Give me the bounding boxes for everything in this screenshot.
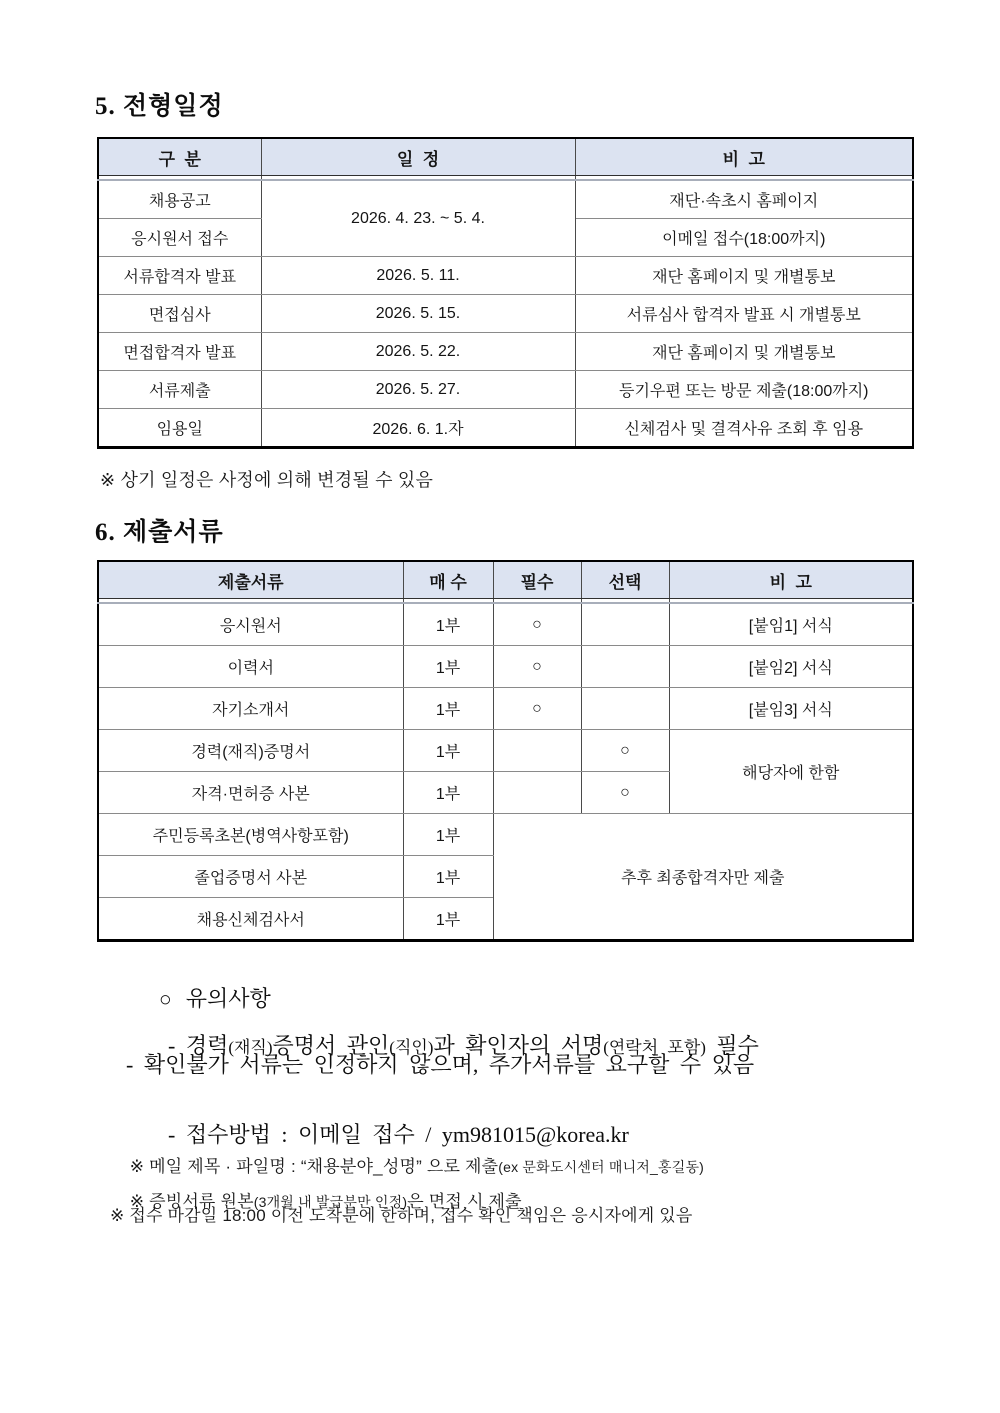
table-row: [98, 688, 913, 730]
note-text-small: (ex 문화도시센터 매니저_홍길동): [498, 1159, 705, 1175]
notice-text: 과 확인자의 서명: [433, 1033, 604, 1058]
cell-remarks: 등기우편 또는 방문 제출(18:00까지): [575, 371, 913, 409]
table-row: [98, 333, 913, 371]
cell-copies: 1부: [403, 646, 493, 688]
section6-title: 6. 제출서류: [95, 519, 224, 546]
cell-category: 서류제출: [98, 371, 261, 409]
cell-remarks: 신체검사 및 결격사유 조회 후 임용: [575, 409, 913, 448]
table-row: [98, 257, 913, 295]
cell-remarks: [붙임3] 서식: [669, 688, 913, 730]
table-row: [98, 371, 913, 409]
cell-required-mark: ○: [493, 646, 581, 688]
cell-schedule: 2026. 5. 15.: [261, 295, 575, 333]
cell-document: 응시원서: [98, 603, 403, 646]
notice-text: - 접수방법 : 이메일 접수 /: [168, 1122, 442, 1147]
cell-remarks: [붙임1] 서식: [669, 603, 913, 646]
cell-remarks-merged: 추후 최종합격자만 제출: [493, 814, 913, 941]
cell-blank: [581, 688, 669, 730]
cell-category: 응시원서 접수: [98, 219, 261, 257]
notice-text: 증명서 관인: [272, 1033, 390, 1058]
cell-remarks: 해당자에 한함: [669, 730, 913, 814]
cell-remarks: 재단 홈페이지 및 개별통보: [575, 333, 913, 371]
cell-category: 서류합격자 발표: [98, 257, 261, 295]
cell-category: 채용공고: [98, 180, 261, 219]
cell-document: 자기소개서: [98, 688, 403, 730]
cell-copies: 1부: [403, 688, 493, 730]
cell-copies: 1부: [403, 856, 493, 898]
column-header-copies: 매 수: [403, 561, 493, 599]
table-row: [98, 603, 913, 646]
cell-category: 임용일: [98, 409, 261, 448]
schedule-change-note: ※ 상기 일정은 사정에 의해 변경될 수 있음: [100, 470, 434, 490]
cell-category: 면접심사: [98, 295, 261, 333]
cell-schedule: 2026. 6. 1.자: [261, 409, 575, 448]
cell-schedule: 2026. 5. 27.: [261, 371, 575, 409]
schedule-table: [97, 137, 914, 449]
cell-required-mark: ○: [493, 603, 581, 646]
cell-blank: [493, 772, 581, 814]
cell-document: 경력(재직)증명서: [98, 730, 403, 772]
table-row: [98, 295, 913, 333]
cell-blank: [581, 603, 669, 646]
column-header-required: 필수: [493, 561, 581, 599]
cell-blank: [493, 730, 581, 772]
notice-text-small: (연락처 포함): [603, 1038, 706, 1057]
cell-document: 이력서: [98, 646, 403, 688]
cell-copies: 1부: [403, 814, 493, 856]
cell-schedule: 2026. 4. 23. ~ 5. 4.: [261, 180, 575, 257]
note-text-small: (3개월 내 발급분만 인정): [253, 1194, 408, 1210]
column-header-category: 구 분: [98, 138, 261, 176]
cell-blank: [581, 646, 669, 688]
notice-text: 필수: [705, 1033, 759, 1058]
cell-schedule: 2026. 5. 11.: [261, 257, 575, 295]
cell-document: 채용신체검사서: [98, 898, 403, 941]
cell-copies: 1부: [403, 898, 493, 941]
section5-title: 5. 전형일정: [95, 93, 224, 120]
table-row: [98, 730, 913, 772]
cell-required-mark: ○: [493, 688, 581, 730]
column-header-remarks: 비 고: [669, 561, 913, 599]
cell-copies: 1부: [403, 772, 493, 814]
note-text: ※ 증빙서류 원본: [129, 1192, 254, 1211]
cell-copies: 1부: [403, 603, 493, 646]
cell-copies: 1부: [403, 730, 493, 772]
cell-optional-mark: ○: [581, 772, 669, 814]
cell-remarks: 이메일 접수(18:00까지): [575, 219, 913, 257]
schedule-header-row: [98, 138, 913, 176]
notice-text: - 경력: [168, 1033, 229, 1058]
circle-bullet-icon: ○: [159, 987, 172, 1011]
table-row: [98, 180, 913, 219]
cell-optional-mark: ○: [581, 730, 669, 772]
cell-remarks: 재단·속초시 홈페이지: [575, 180, 913, 219]
table-row: [98, 409, 913, 448]
submission-note: ※ 접수 마감일 18:00 이전 도착분에 한하며, 접수 확인 책임은 응시자에게 있음: [110, 1206, 693, 1225]
email-address: ym981015@korea.kr: [441, 1122, 629, 1147]
cell-document: 자격·면허증 사본: [98, 772, 403, 814]
notice-item: - 확인불가 서류는 인정하지 않으며, 추가서류를 요구할 수 있음: [126, 1052, 755, 1077]
cell-remarks: 재단 홈페이지 및 개별통보: [575, 257, 913, 295]
notice-title-label: 유의사항: [185, 986, 271, 1011]
notice-text-small: (직인): [389, 1038, 434, 1057]
column-header-remarks: 비 고: [575, 138, 913, 176]
cell-schedule: 2026. 5. 22.: [261, 333, 575, 371]
cell-remarks: 서류심사 합격자 발표 시 개별통보: [575, 295, 913, 333]
note-text: ※ 메일 제목 · 파일명 : “채용분야_성명” 으로 제출: [129, 1157, 499, 1176]
table-row: [98, 646, 913, 688]
documents-table: [97, 560, 914, 942]
column-header-optional: 선택: [581, 561, 669, 599]
cell-remarks: [붙임2] 서식: [669, 646, 913, 688]
cell-document: 주민등록초본(병역사항포함): [98, 814, 403, 856]
column-header-schedule: 일 정: [261, 138, 575, 176]
documents-header-row: [98, 561, 913, 599]
note-text: 은 면접 시 제출: [407, 1192, 522, 1211]
cell-category: 면접합격자 발표: [98, 333, 261, 371]
table-row: [98, 814, 913, 856]
notice-text-small: (재직): [228, 1038, 273, 1057]
cell-document: 졸업증명서 사본: [98, 856, 403, 898]
column-header-document: 제출서류: [98, 561, 403, 599]
